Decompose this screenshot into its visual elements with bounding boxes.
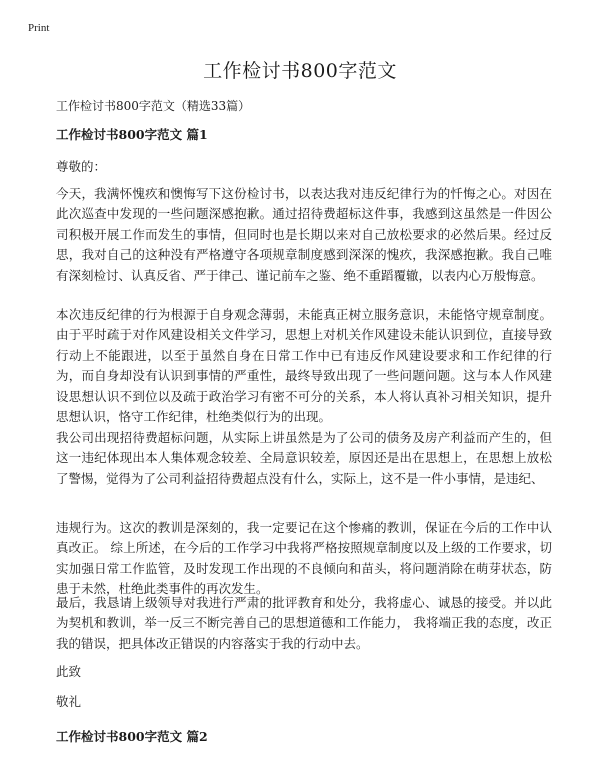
paragraph-1: 今天，我满怀愧疚和懊悔写下这份检讨书，以表达我对违反纪律行为的忏悔之心。对因在此次巡查中发现的一些问题深感抱歉。通过招待费超标这件事，我感到这虽然是一件因公司积极开展工作而发生的事情，但同时也是长期以来对自己放松要求的必然后果。经过反思，我对自己的这种没有严格遵守各项规章制度感到深深的愧疚，我深感抱歉。我自己唯有深刻检讨、认真反省、严于律己、谨记前车之鉴、绝不重蹈覆辙，以表内心万般悔意。	[56, 186, 552, 283]
paragraph-3: 我公司出现招待费超标问题，从实际上讲虽然是为了公司的债务及房产利益而产生的，但这一违纪体现出本人集体观念较差、全局意识较差，原因还是出在思想上，在思想上放松了警惕，觉得为了公司利益招待费超点没有什么，实际上，这不是一件小事情，是违纪、	[56, 430, 552, 486]
page-title: 工作检讨书800字范文	[203, 60, 397, 82]
paragraph-4: 违规行为。这次的教训是深刻的，我一定要记在这个惨痛的教训，保证在今后的工作中认真改正。 综上所述，在今后的工作学习中我将严格按照规章制度以及上级的工作要求，切实加强日常工作监管，及时发现工作出现的不良倾向和苗头，将问题消除在萌芽状态，防患于未然，杜绝此类事件的再次发生。	[56, 520, 552, 597]
print-link[interactable]: Print	[28, 22, 50, 34]
section-heading-1: 工作检讨书800字范文 篇1	[56, 127, 208, 142]
closing-line-1: 此致	[56, 664, 82, 679]
section-heading-2: 工作检讨书800字范文 篇2	[56, 729, 208, 744]
closing-line-2: 敬礼	[56, 694, 82, 709]
paragraph-2: 本次违反纪律的行为根源于自身观念薄弱，未能真正树立服务意识，未能恪守规章制度。由于平时疏于对作风建设相关文件学习，思想上对机关作风建设未能认识到位，直接导致行动上不能跟进，以至于虽然自身在日常工作中已有违反作风建设要求和工作纪律的行为，而自身却没有认识到事情的严重性，最终导致出现了一些问题问题。这与本人作风建设思想认识不到位以及疏于政治学习有密不可分的关系，本人将认真补习相关知识，提升思想认识，恪守工作纪律，杜绝类似行为的出现。	[56, 307, 552, 425]
document-subtitle: 工作检讨书800字范文（精选33篇）	[56, 99, 251, 113]
paragraph-5: 最后，我恳请上级领导对我进行严肃的批评教育和处分，我将虚心、诚恳的接受。并以此为契机和教训，举一反三不断完善自己的思想道德和工作能力， 我将端正我的态度，改正我的错误，把具体改正错误的内容落实于我的行动中去。	[56, 595, 552, 651]
salutation: 尊敬的：	[56, 159, 107, 174]
